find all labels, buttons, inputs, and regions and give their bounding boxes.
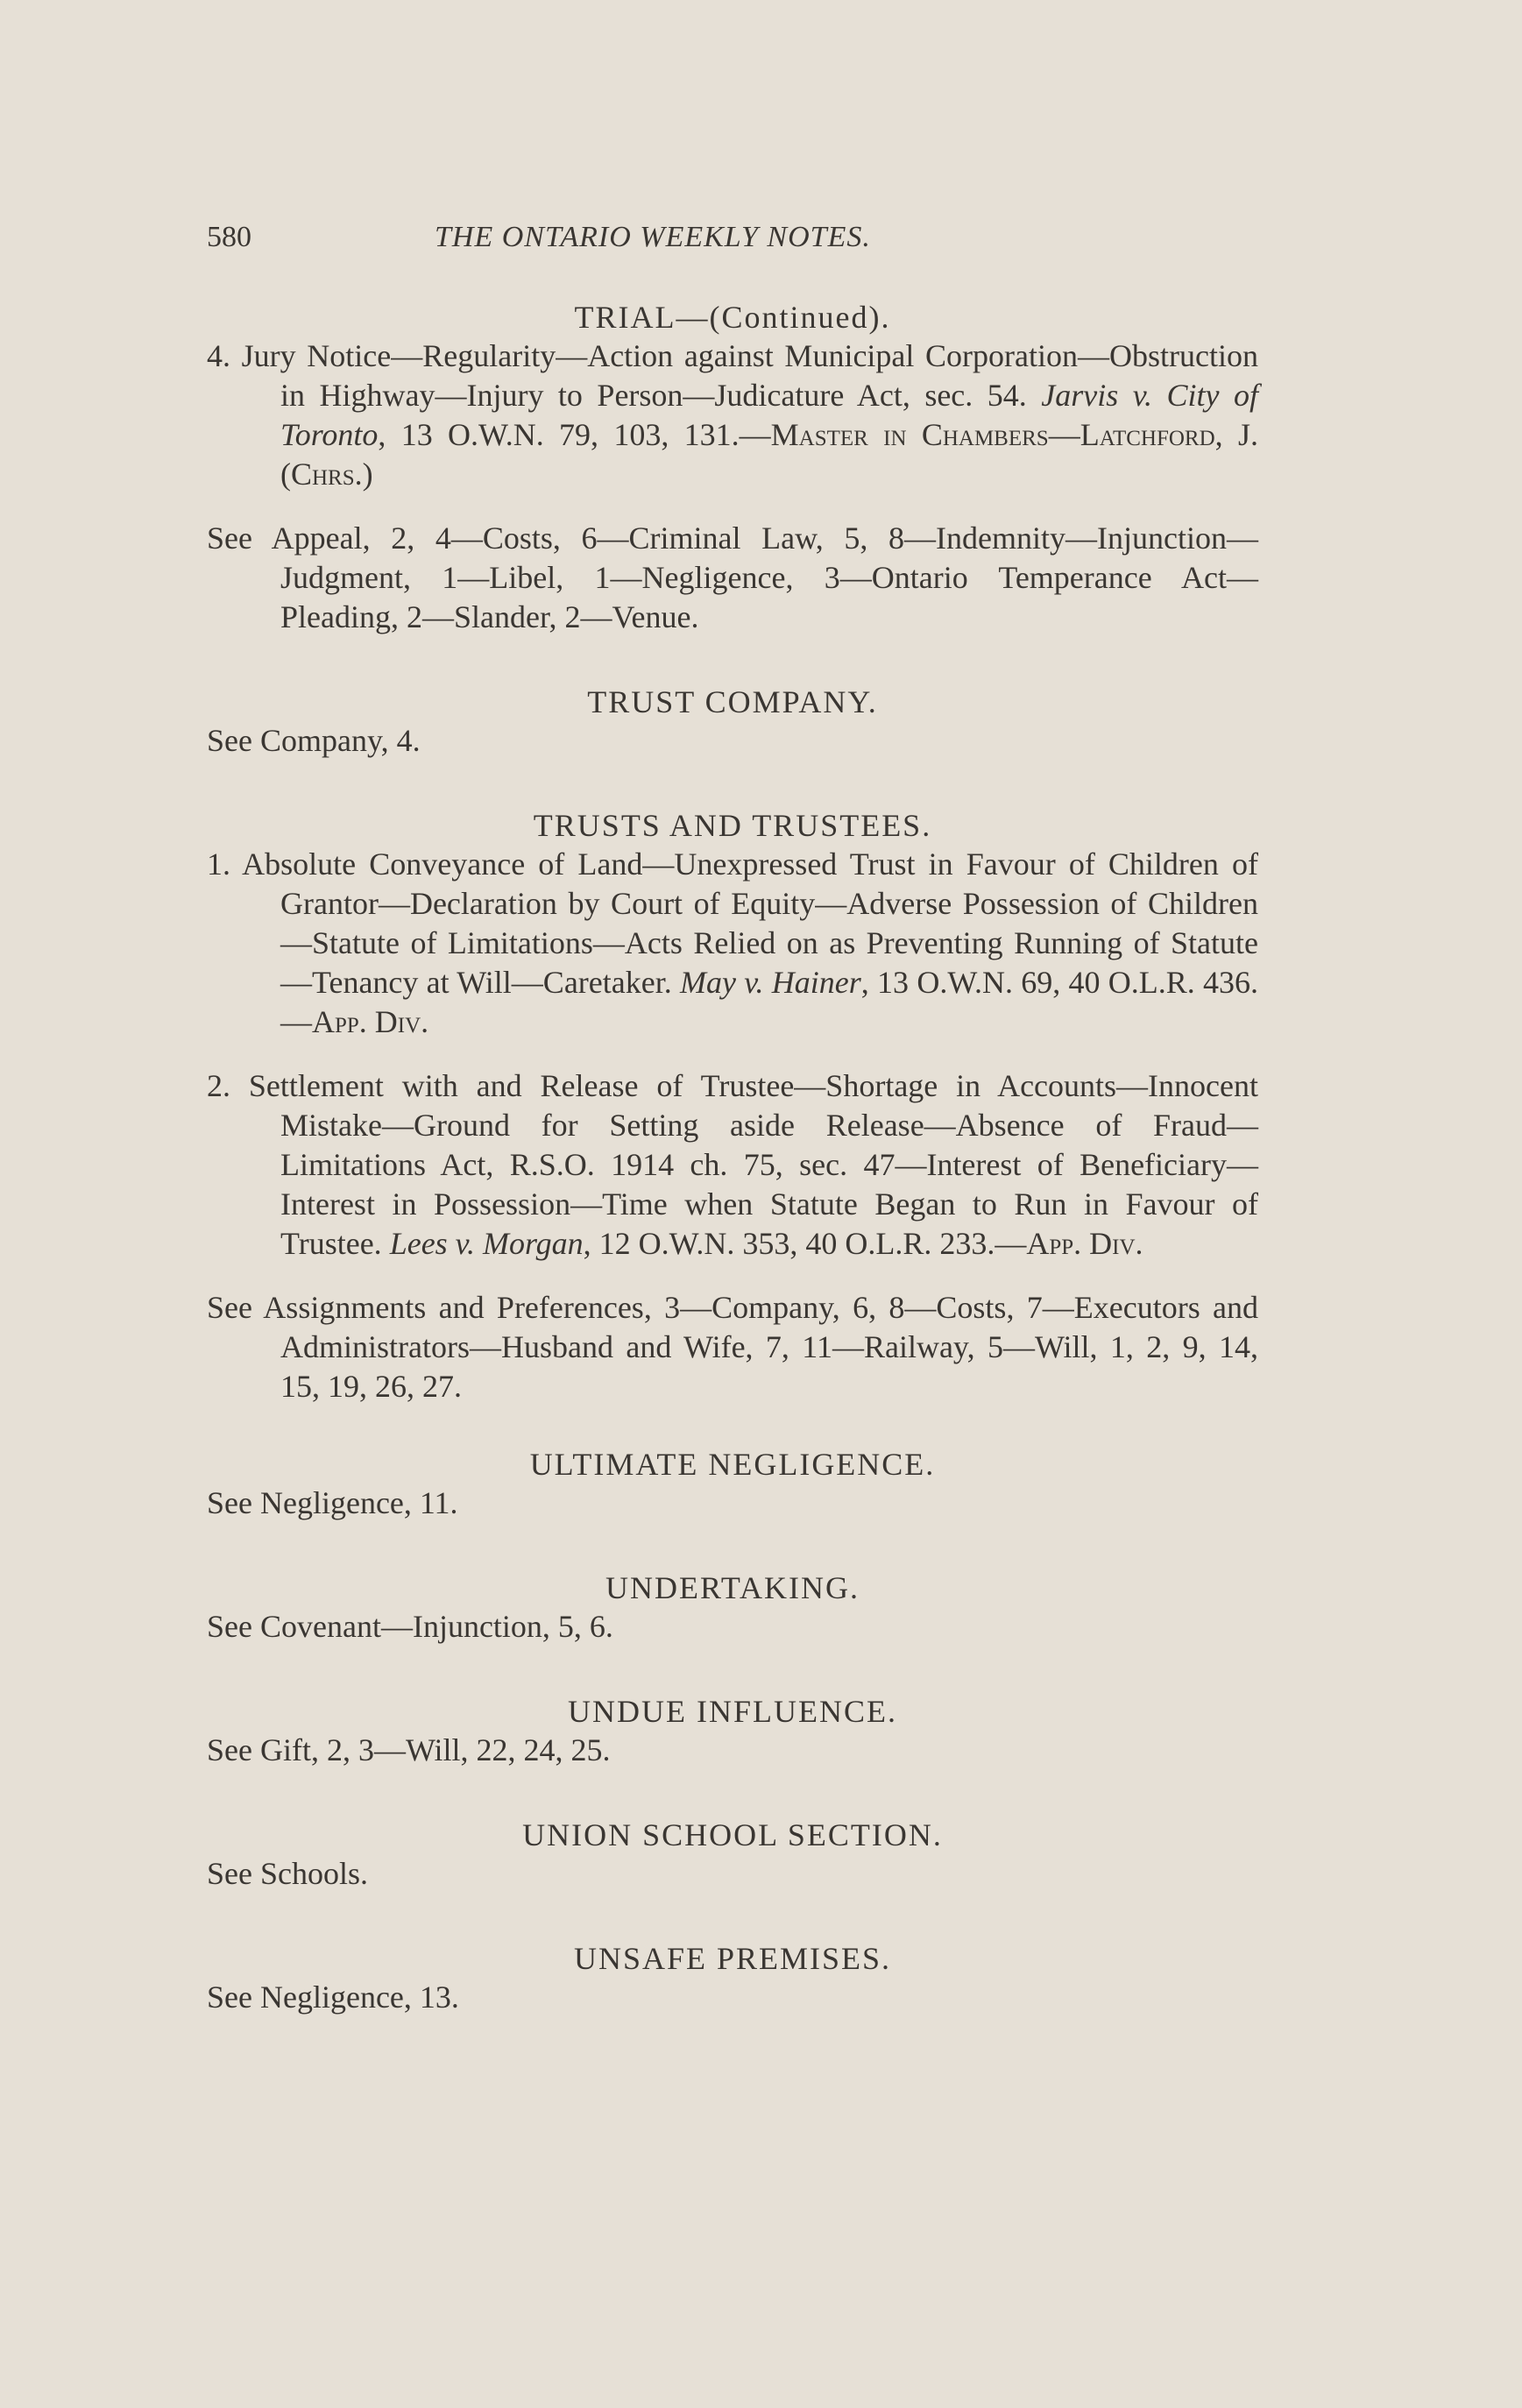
entry-text: Absolute Conveyance of Land—Unexpressed Trust in Favour of Children of Grantor—Declaration by Court of Equity—Adverse Possession of Children—Statute of Limitations—Acts Relied on as Preventing Running of Statute—Tenancy at Will—Caretaker. xyxy=(242,846,1259,1000)
trial-entry-4 xyxy=(207,336,1258,494)
entry-number: 1. xyxy=(207,846,230,882)
undertaking-see: See Covenant—Injunction, 5, 6. xyxy=(207,1609,613,1644)
running-title: THE ONTARIO WEEKLY NOTES. xyxy=(435,221,871,253)
entry-text: Settlement with and Release of Trustee—Shortage in Accounts—Innocent Mistake—Ground for Setting aside Release—Absence of Fraud—Limitations Act, R.S.O. 1914 ch. 75, sec. 47—Interest of Beneficiary—Interest in Possession—Time when Statute Began to Run in Favour of Trustee. xyxy=(248,1068,1258,1261)
case-name: Lees v. Morgan xyxy=(389,1226,584,1261)
entry-number: 4. xyxy=(207,338,230,373)
trusts-entry-2 xyxy=(207,1066,1258,1264)
index-content xyxy=(207,298,1258,2017)
case-name: May v. Hainer xyxy=(680,965,861,1000)
unsafe-premises-see: See Negligence, 13. xyxy=(207,1980,459,2015)
citation: , 13 O.W.N. 79, 103, 131.— xyxy=(378,417,771,452)
trusts-entry-1 xyxy=(207,845,1258,1042)
page-header xyxy=(207,221,1258,265)
trusts-see-also: See Assignments and Preferences, 3—Company, 6, 8—Costs, 7—Executors and Administrators—Husband and Wife, 7, 11—Railway, 5—Will, 1, 2, 9, 14, 15, 19, 26, 27. xyxy=(207,1290,1258,1404)
heading-union-school-section: UNION SCHOOL SECTION. xyxy=(522,1817,943,1852)
court: App. Div. xyxy=(312,1004,429,1039)
heading-trust-company: TRUST COMPANY. xyxy=(587,684,878,719)
ultimate-negligence-see: See Negligence, 11. xyxy=(207,1485,458,1520)
entry-text: Jury Notice—Regularity—Action against Municipal Corporation—Obstruction in Highway—Injury to Person—Judicature Act, sec. 54. xyxy=(241,338,1258,413)
page-number: 580 xyxy=(207,221,251,253)
heading-undertaking: UNDERTAKING. xyxy=(605,1570,860,1605)
trust-company-see: See Company, 4. xyxy=(207,723,421,758)
trial-see-also: See Appeal, 2, 4—Costs, 6—Criminal Law, 5, 8—Indemnity—Injunction—Judgment, 1—Libel, 1—Negligence, 3—Ontario Temperance Act—Pleading, 2—Slander, 2—Venue. xyxy=(207,521,1258,634)
heading-trial: TRIAL—(Continued). xyxy=(574,300,891,335)
heading-undue-influence: UNDUE INFLUENCE. xyxy=(568,1694,897,1729)
court: App. Div. xyxy=(1026,1226,1143,1261)
undue-influence-see: See Gift, 2, 3—Will, 22, 24, 25. xyxy=(207,1732,611,1767)
citation: , 13 O.W.N. 69, 40 O.L.R. 436.— xyxy=(280,965,1259,1039)
citation: , 12 O.W.N. 353, 40 O.L.R. 233.— xyxy=(583,1226,1027,1261)
court: Master in Chambers—Latchford, J.(Chrs.) xyxy=(280,417,1258,492)
heading-ultimate-negligence: ULTIMATE NEGLIGENCE. xyxy=(529,1447,936,1482)
entry-number: 2. xyxy=(207,1068,230,1103)
heading-unsafe-premises: UNSAFE PREMISES. xyxy=(573,1941,892,1976)
union-school-see: See Schools. xyxy=(207,1856,368,1891)
heading-trusts-and-trustees: TRUSTS AND TRUSTEES. xyxy=(533,808,932,843)
case-name: Jarvis v. City of Toronto xyxy=(280,378,1259,452)
